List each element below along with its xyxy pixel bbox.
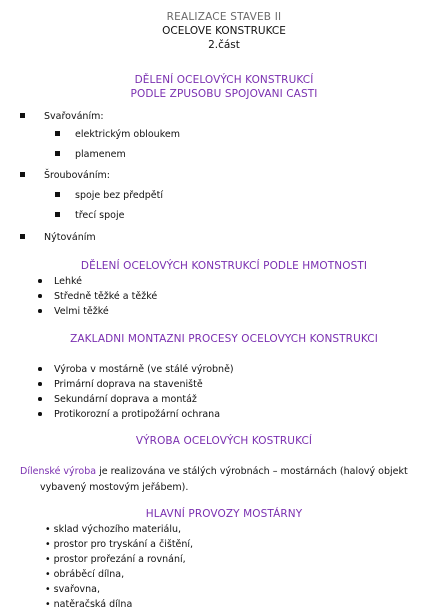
topic-title: OCELOVE KONSTRUKCE	[162, 25, 286, 37]
list-item: Sekundární doprava a montáž	[54, 394, 197, 405]
section-heading: ZAKLADNI MONTAZNI PROCESY OCELOVYCH KONSTRUKCI	[70, 333, 378, 345]
list-item: Nýtováním	[44, 232, 96, 243]
bullet-dot	[38, 412, 42, 416]
list-subitem: spoje bez předpětí	[75, 190, 164, 201]
highlighted-term: Dílenské výroba	[20, 466, 97, 477]
list-item: Středně těžké a těžké	[54, 291, 158, 302]
bullet-dot	[38, 309, 42, 313]
bullet-square	[20, 172, 25, 177]
course-title: REALIZACE STAVEB II	[166, 11, 282, 23]
list-item: Šroubováním:	[44, 170, 110, 181]
bullet-dot	[38, 382, 42, 386]
bullet-square	[55, 192, 60, 197]
bullet-dot	[38, 367, 42, 371]
bullet-square	[55, 151, 60, 156]
section-heading: HLAVNÍ PROVOZY MOSTÁRNY	[145, 508, 303, 520]
list-subitem: elektrickým obloukem	[75, 129, 180, 140]
section-heading: PODLE ZPUSOBU SPOJOVANI CASTI	[130, 88, 318, 100]
section-heading: VÝROBA OCELOVÝCH KOSTRUKCÍ	[135, 435, 313, 447]
paragraph-text: je realizována ve stálých výrobnách – mostárnách (halový objekt	[96, 466, 408, 477]
list-item: Výroba v mostárně (ve stálé výrobně)	[54, 364, 234, 375]
bullet-square	[55, 212, 60, 217]
list-item: Lehké	[54, 276, 82, 287]
list-item: Primární doprava na staveniště	[54, 379, 203, 390]
bullet-dot	[38, 294, 42, 298]
list-item: • natěračská dílna	[45, 599, 133, 610]
list-item: • sklad výchozího materiálu,	[45, 524, 182, 535]
list-item: Protikorozní a protipožární ochrana	[54, 409, 221, 420]
section-heading: DĚLENÍ OCELOVÝCH KONSTRUKCÍ	[134, 74, 314, 86]
list-subitem: plamenem	[75, 149, 126, 160]
bullet-dot	[38, 279, 42, 283]
bullet-square	[20, 234, 25, 239]
list-item: • prostor pro tryskání a čištění,	[45, 539, 194, 550]
list-item: • svařovna,	[45, 584, 101, 595]
bullet-dot	[38, 397, 42, 401]
part-label: 2.část	[208, 39, 240, 51]
document-header	[0, 10, 448, 52]
list-item: • prostor prořezání a rovnání,	[45, 554, 186, 565]
paragraph-continuation: vybavený mostovým jeřábem).	[40, 482, 189, 493]
section-heading: DĚLENÍ OCELOVÝCH KONSTRUKCÍ PODLE HMOTNOSTI	[80, 260, 368, 272]
list-subitem: třecí spoje	[75, 210, 125, 221]
bullet-square	[20, 113, 25, 118]
list-item: Velmi těžké	[54, 306, 109, 317]
list-item: Svařováním:	[44, 111, 104, 122]
list-item: • obráběcí dílna,	[45, 569, 125, 580]
production-paragraph	[20, 464, 440, 496]
bullet-square	[55, 131, 60, 136]
